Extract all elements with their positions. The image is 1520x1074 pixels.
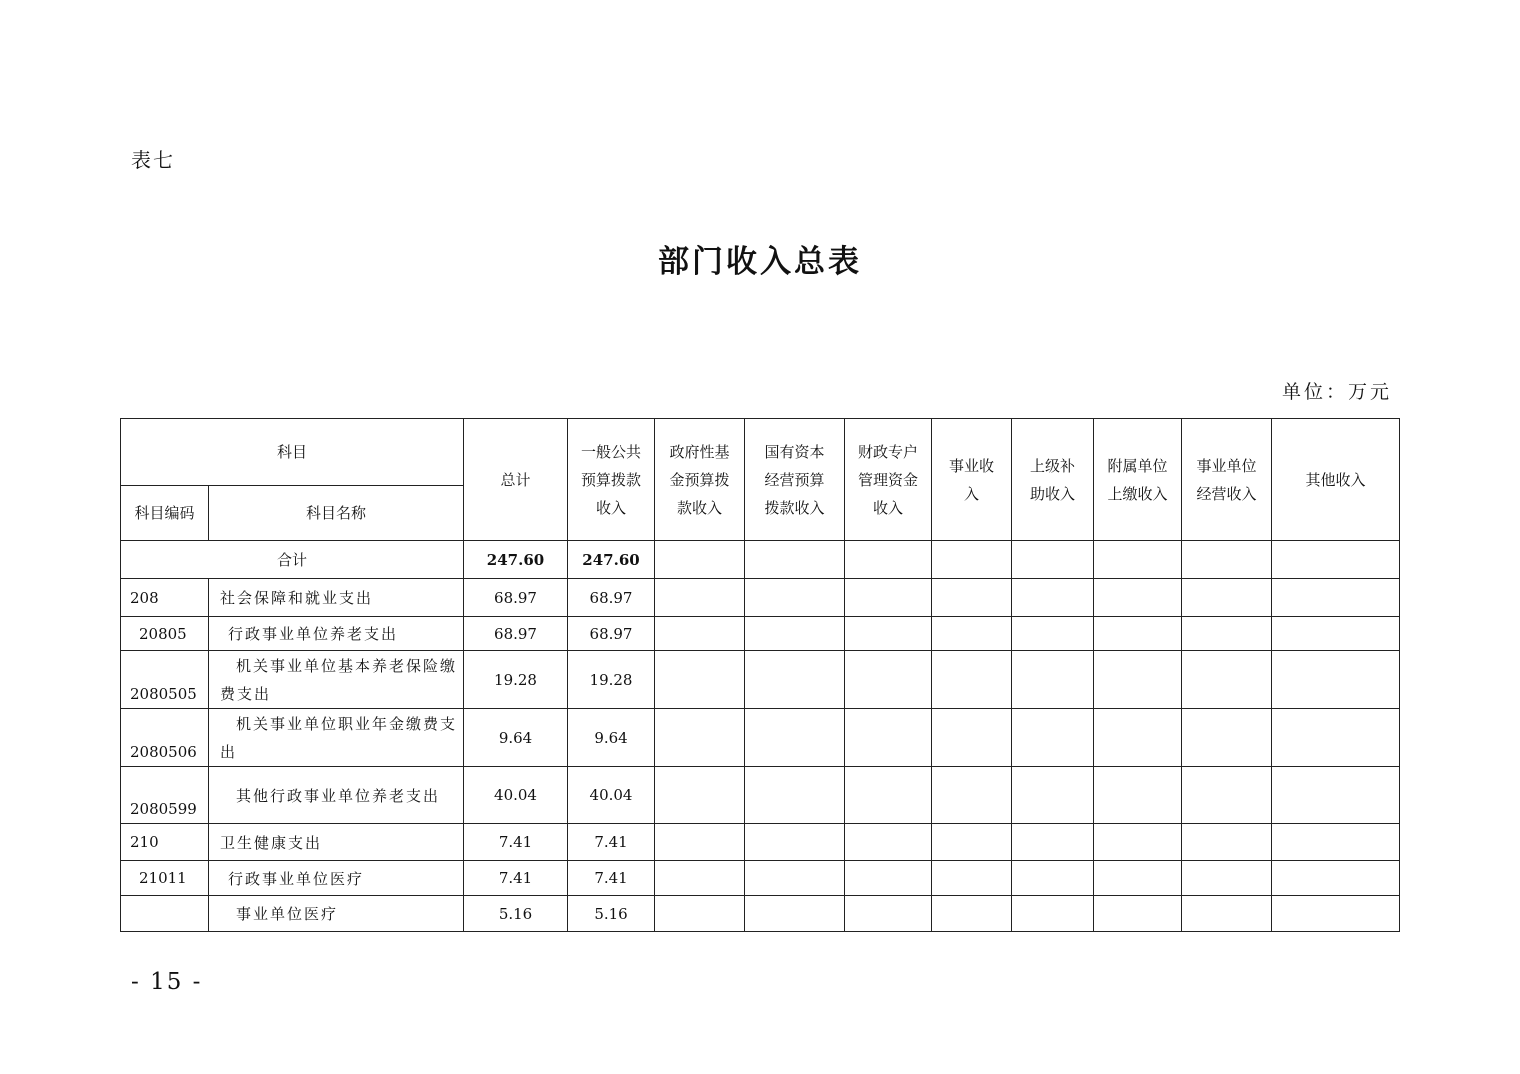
- row-general: 68.97: [568, 579, 655, 617]
- row-total: 5.16: [464, 896, 568, 932]
- header-col-general-budget: 一般公共预算拨款收入: [568, 419, 655, 541]
- row-general: 19.28: [568, 651, 655, 709]
- row-name: 卫生健康支出: [209, 824, 464, 861]
- unit-label: 单位：万元: [1282, 381, 1393, 403]
- total-label: 合计: [121, 541, 464, 579]
- row-name: 机关事业单位基本养老保险缴费支出: [209, 651, 464, 709]
- page-number: - 15 -: [131, 969, 203, 995]
- header-col-total: 总计: [464, 419, 568, 541]
- header-col-other: 其他收入: [1272, 419, 1400, 541]
- income-table: [120, 418, 1400, 932]
- table-row: [121, 579, 1400, 617]
- header-col-subordinate: 附属单位上缴收入: [1094, 419, 1182, 541]
- total-value: 247.60: [464, 541, 568, 579]
- row-code: 210: [121, 824, 209, 861]
- table-label: 表七: [131, 148, 175, 172]
- header-col-business-income: 事业收入: [932, 419, 1012, 541]
- table-row: [121, 767, 1400, 824]
- table-row: [121, 896, 1400, 932]
- table-row: [121, 861, 1400, 896]
- row-name: 事业单位医疗: [209, 896, 464, 932]
- total-general: 247.60: [568, 541, 655, 579]
- row-total: 7.41: [464, 824, 568, 861]
- header-subject-name: 科目名称: [209, 486, 464, 541]
- row-name: 社会保障和就业支出: [209, 579, 464, 617]
- page-title: 部门收入总表: [658, 244, 862, 280]
- row-total: 19.28: [464, 651, 568, 709]
- header-col-fund-budget: 政府性基金预算拨款收入: [655, 419, 745, 541]
- row-total: 68.97: [464, 579, 568, 617]
- header-subject-code: 科目编码: [121, 486, 209, 541]
- header-row-1: [121, 419, 1400, 486]
- row-general: 7.41: [568, 861, 655, 896]
- header-col-special-account: 财政专户管理资金收入: [845, 419, 932, 541]
- row-code: 208: [121, 579, 209, 617]
- row-code: [121, 896, 209, 932]
- header-subject: 科目: [121, 419, 464, 486]
- table-row: [121, 824, 1400, 861]
- row-general: 5.16: [568, 896, 655, 932]
- row-code: 2080506: [121, 709, 209, 767]
- table-row: [121, 709, 1400, 767]
- row-name: 其他行政事业单位养老支出: [209, 767, 464, 824]
- row-total: 68.97: [464, 617, 568, 651]
- header-col-capital-budget: 国有资本经营预算拨款收入: [745, 419, 845, 541]
- row-general: 68.97: [568, 617, 655, 651]
- row-name: 行政事业单位医疗: [209, 861, 464, 896]
- row-general: 9.64: [568, 709, 655, 767]
- total-row: [121, 541, 1400, 579]
- row-name: 行政事业单位养老支出: [209, 617, 464, 651]
- row-total: 40.04: [464, 767, 568, 824]
- table-row: [121, 617, 1400, 651]
- row-total: 9.64: [464, 709, 568, 767]
- row-code: 21011: [121, 861, 209, 896]
- row-name: 机关事业单位职业年金缴费支出: [209, 709, 464, 767]
- table-row: [121, 651, 1400, 709]
- row-code: 20805: [121, 617, 209, 651]
- header-col-operating: 事业单位经营收入: [1182, 419, 1272, 541]
- row-total: 7.41: [464, 861, 568, 896]
- row-general: 7.41: [568, 824, 655, 861]
- row-code: 2080505: [121, 651, 209, 709]
- row-general: 40.04: [568, 767, 655, 824]
- header-col-superior-subsidy: 上级补助收入: [1012, 419, 1094, 541]
- row-code: 2080599: [121, 767, 209, 824]
